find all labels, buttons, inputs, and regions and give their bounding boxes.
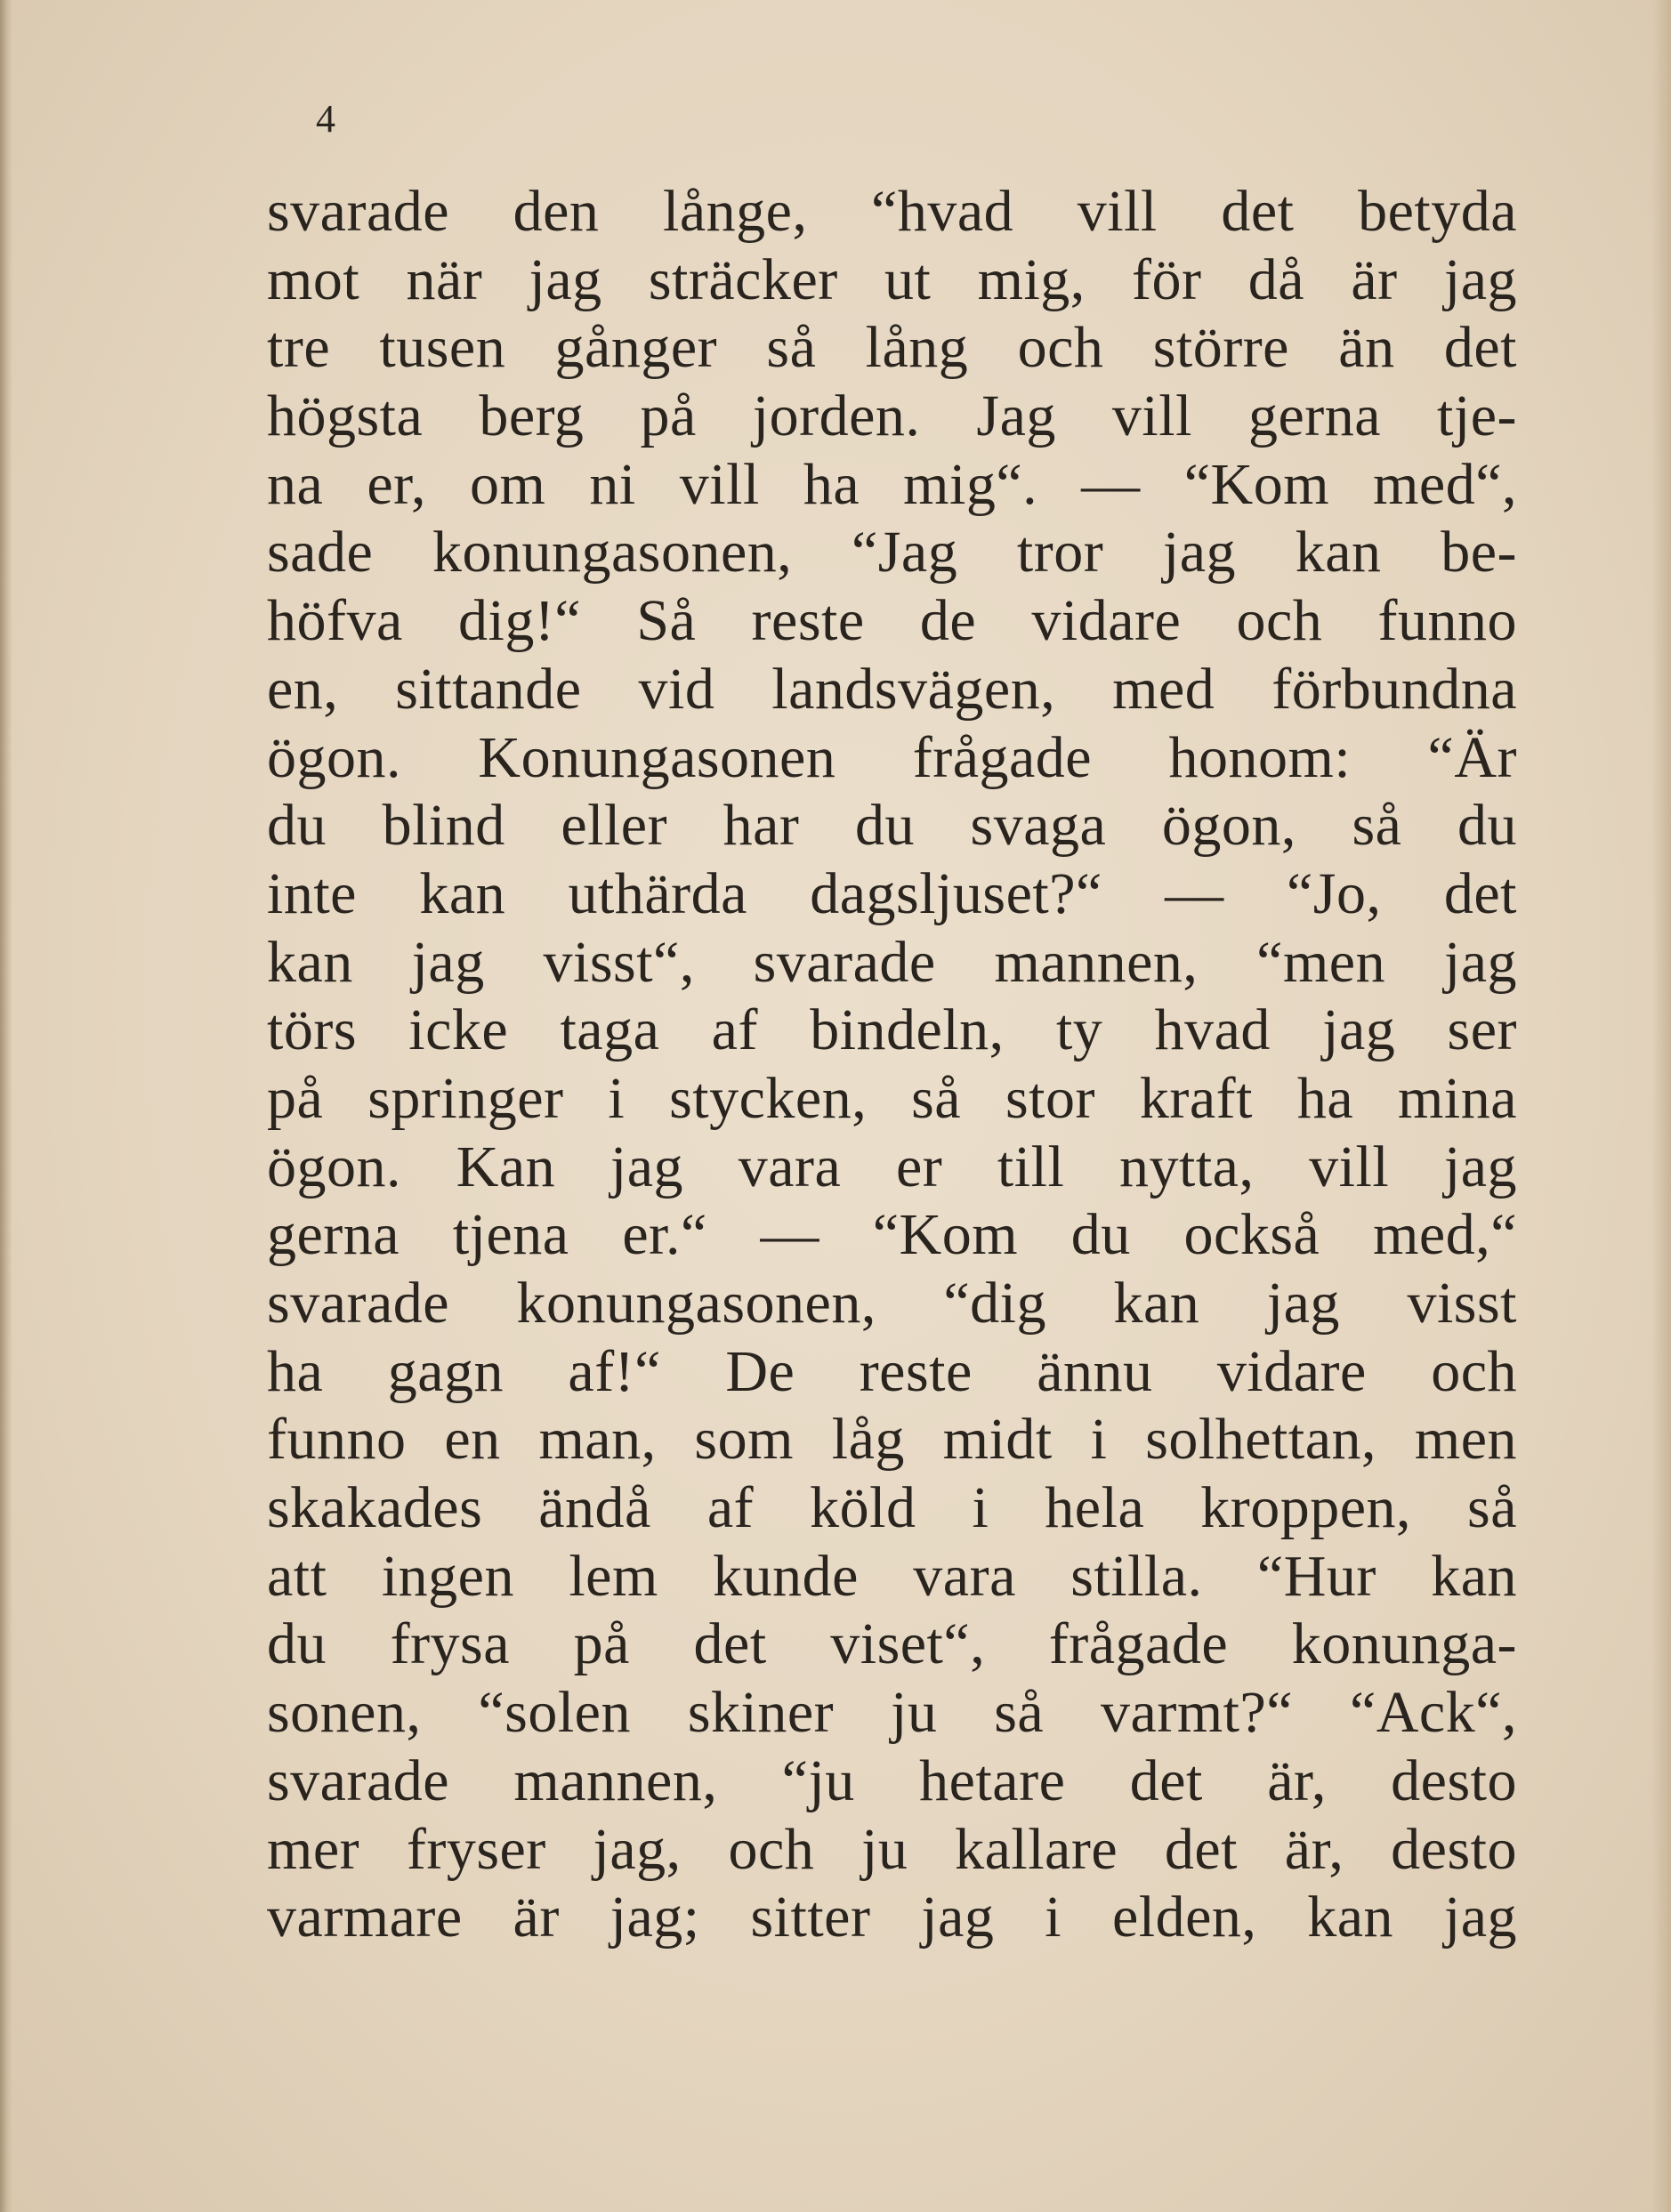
text-line: mot när jag sträcker ut mig, för då är jag	[267, 246, 1517, 312]
text-line: höfva dig!“ Så reste de vidare och funno	[267, 588, 1517, 654]
text-line: svarade konungasonen, “dig kan jag visst	[267, 1271, 1517, 1336]
text-line: ögon. Konungasonen frågade honom: “Är	[267, 724, 1517, 790]
text-line: att ingen lem kunde vara stilla. “Hur kan	[267, 1543, 1517, 1609]
text-line: ögon. Kan jag vara er till nytta, vill jag	[267, 1134, 1517, 1199]
page-number: 4	[316, 97, 335, 141]
text-line: kan jag visst“, svarade mannen, “men jag	[267, 929, 1517, 995]
text-line: sade konungasonen, “Jag tror jag kan be-	[267, 520, 1517, 585]
text-line: mer fryser jag, och ju kallare det är, desto	[267, 1816, 1517, 1882]
text-line: skakades ändå af köld i hela kroppen, så	[267, 1475, 1517, 1541]
text-line: svarade mannen, “ju hetare det är, desto	[267, 1748, 1517, 1813]
text-line: svarade den långe, “hvad vill det betyda	[267, 179, 1517, 244]
text-line: tre tusen gånger så lång och större än det	[267, 315, 1517, 381]
text-line: gerna tjena er.“ — “Kom du också med,“	[267, 1202, 1517, 1268]
text-line: varmare är jag; sitter jag i elden, kan jag	[267, 1885, 1517, 1950]
text-line: inte kan uthärda dagsljuset?“ — “Jo, det	[267, 860, 1517, 926]
text-line: sonen, “solen skiner ju så varmt?“ “Ack“,	[267, 1680, 1517, 1746]
text-line: na er, om ni vill ha mig“. — “Kom med“,	[267, 451, 1517, 517]
text-line: du frysa på det viset“, frågade konunga-	[267, 1611, 1517, 1677]
text-line: på springer i stycken, så stor kraft ha mina	[267, 1065, 1517, 1131]
page-outer-edge	[1651, 0, 1671, 2212]
body-text	[267, 178, 1517, 1952]
text-line: högsta berg på jorden. Jag vill gerna tje-	[267, 383, 1517, 449]
text-line: törs icke taga af bindeln, ty hvad jag ser	[267, 997, 1517, 1063]
page-binding-edge	[0, 0, 12, 2212]
text-line: ha gagn af!“ De reste ännu vidare och	[267, 1338, 1517, 1404]
text-line: funno en man, som låg midt i solhettan, men	[267, 1407, 1517, 1473]
text-line: du blind eller har du svaga ögon, så du	[267, 793, 1517, 859]
text-line: en, sittande vid landsvägen, med förbundna	[267, 656, 1517, 722]
